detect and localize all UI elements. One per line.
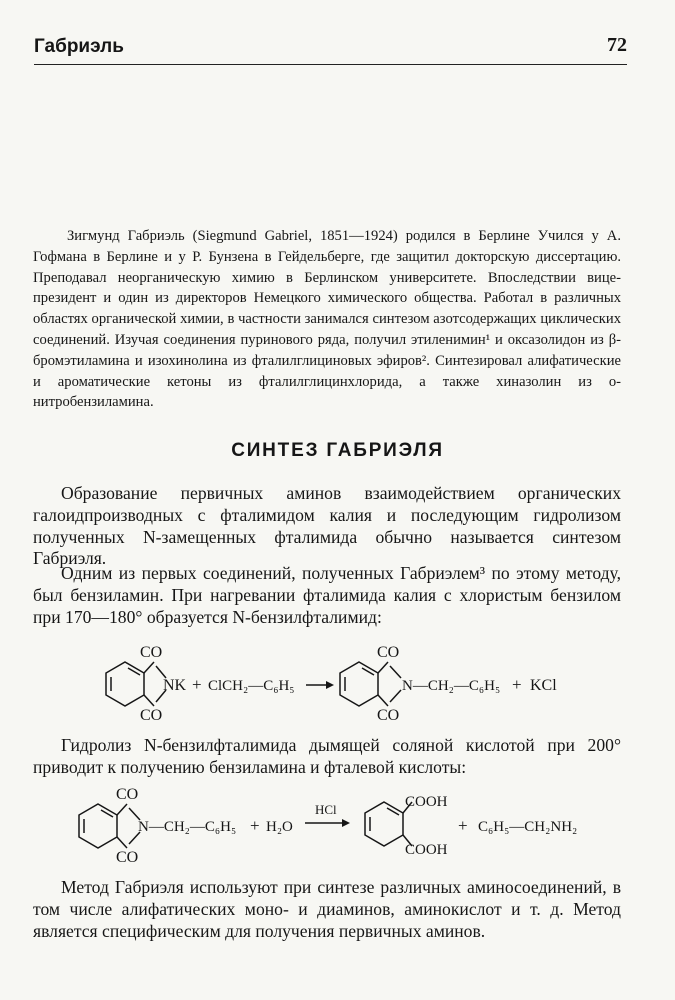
- carboxyl-top: COOH: [405, 794, 448, 810]
- section-title: СИНТЕЗ ГАБРИЭЛЯ: [231, 440, 444, 461]
- paragraph-2: Одним из первых соединений, полученных Габриэлем³ по этому методу, был бензиламин. При нагревании фталимида калия с хлористым бензилом при 170—180° образуется N-бензилфталимид:: [33, 563, 621, 627]
- paragraph-3: Гидролиз N-бензилфталимида дымящей соляной кислотой при 200° приводит к получению бензиламина и фталевой кислоты:: [33, 735, 621, 777]
- n-benzyl-tail: N—CH₂—C₆H₅: [138, 819, 237, 835]
- running-header-title: Габриэль: [34, 36, 124, 57]
- plus-sign: +: [250, 816, 260, 835]
- carbonyl-bottom: CO: [140, 707, 163, 724]
- intro-paragraph: [33, 483, 621, 570]
- conclusion-paragraph: [33, 877, 621, 942]
- carbonyl-bottom: CO: [116, 849, 139, 866]
- reaction-scheme-1: [0, 640, 675, 735]
- carboxyl-bottom: COOH: [405, 842, 448, 858]
- carbonyl-bottom: CO: [377, 707, 400, 724]
- carbonyl-top: CO: [140, 644, 163, 661]
- hydrolysis-paragraph: [33, 735, 621, 779]
- n-benzyl-tail: N—CH₂—C₆H₅: [402, 678, 501, 694]
- carbonyl-top: CO: [377, 644, 400, 661]
- plus-sign: +: [192, 675, 202, 694]
- benzylamine: C₆H₅—CH₂NH₂: [478, 819, 578, 835]
- carbonyl-top: CO: [116, 786, 139, 803]
- byproduct-kcl: KCl: [530, 677, 557, 694]
- biography-paragraph: [33, 226, 621, 413]
- header-divider: [34, 64, 627, 65]
- potassium-phthalimide-n: NK: [163, 677, 187, 694]
- paragraph-4: Метод Габриэля используют при синтезе различных аминосоединений, в том числе алифатических моно- и диаминов, аминокислот и т. д. Метод является специфическим для получения первичных аминов.: [33, 877, 621, 941]
- page-number: 72: [607, 34, 627, 56]
- benzyl-chloride: ClCH₂—C₆H₅: [208, 678, 295, 694]
- first-compound-paragraph: [33, 563, 621, 628]
- reaction-scheme-2: [0, 782, 675, 877]
- biography-text: Зигмунд Габриэль (Siegmund Gabriel, 1851—1924) родился в Берлине Учился у А. Гофмана в Берлине и у Р. Бунзена в Гейдельберге, где защитил докторскую диссертацию. Преподавал неорганическую химию в Берлинском университете. Впоследствии вице-президент и один из директоров Немецкого химического общества. Работал в различных областях органической химии, в частности занимался синтезом азотсодержащих циклических соединений. Изучая соединения пуринового ряда, получил этиленимин¹ и оксазолидон из β-бромэтиламина и изохинолина из фталилглициновых эфиров². Синтезировал алифатические и ароматические кетоны из фталилглицинхлорида, а также хиназолин из о-нитробензиламина.: [33, 228, 621, 411]
- plus-sign: +: [512, 675, 522, 694]
- paragraph-1: Образование первичных аминов взаимодействием органических галоидпроизводных с фталимидом калия и последующим гидролизом полученных N-замещенных фталимида обычно называется синтезом Габриэля.: [33, 483, 621, 569]
- plus-sign: +: [458, 816, 468, 835]
- catalyst-hcl: HCl: [315, 802, 337, 817]
- water: H₂O: [266, 819, 293, 835]
